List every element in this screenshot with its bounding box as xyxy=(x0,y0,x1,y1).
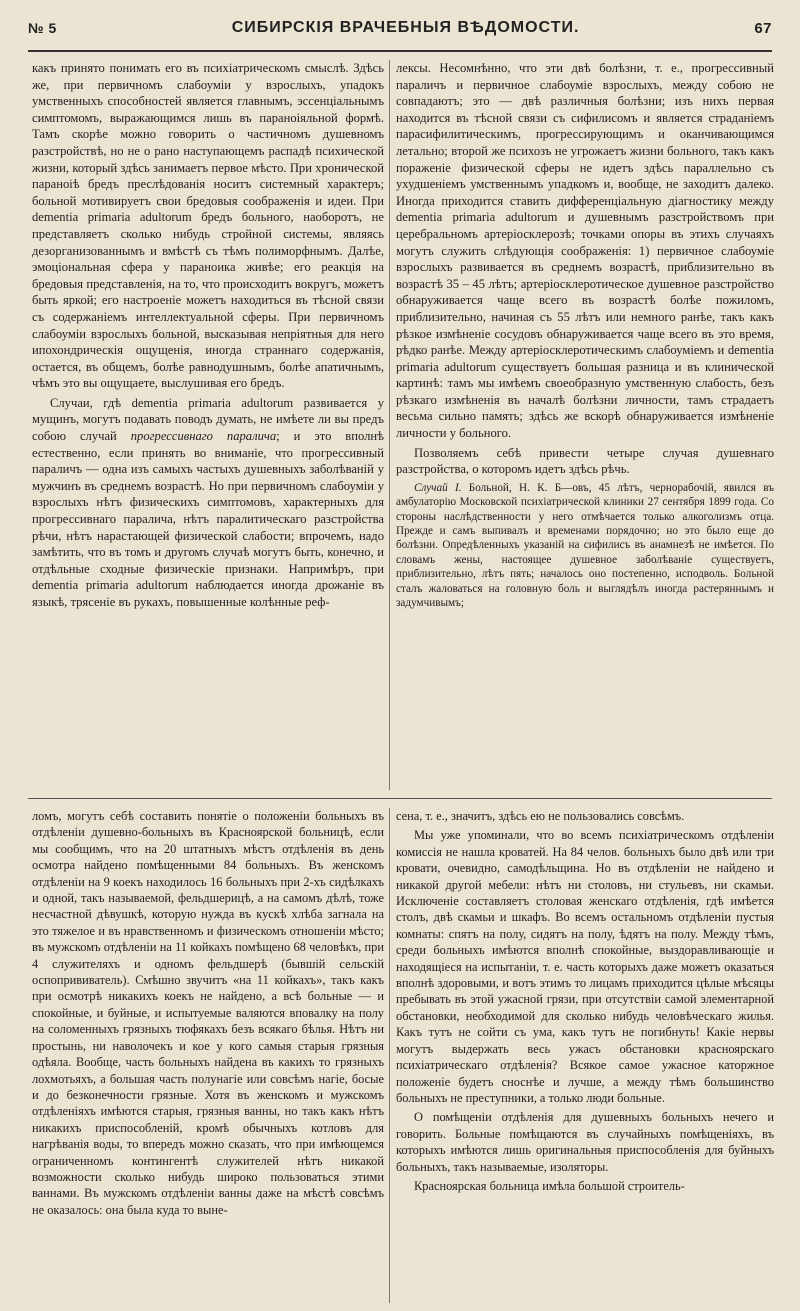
lower-left-column xyxy=(32,808,384,1303)
italic-term: прогрессивнаго паралича xyxy=(130,429,277,444)
paragraph: Мы уже упоминали, что во всемъ психіатрическомъ отдѣленіи комиссія не нашла кроватей. На 84 челов. больныхъ было двѣ или три кровати, очевидно, самодѣльщина. Но въ отдѣленіи не найдено и никакой другой мебели: нѣтъ ни столовъ, ни стульевъ, ни скамьи. Исключеніе составляетъ столовая женскаго отдѣленія, гдѣ имѣется столъ, двѣ скамьи и шкафъ. Во всемъ остальномъ отдѣленіи пустыя комнаты: спятъ на полу, сидятъ на полу, ѣдятъ на полу. Между тѣмъ, среди больныхъ имѣются вполнѣ спокойные, выздоравливающіе и находящіеся на испытаніи, т. е. часть которыхъ даже можетъ оказаться вполнѣ здоровыми, и вотъ этимъ то лицамъ приходится цѣлые мѣсяцы пребывать въ этой ужасной грязи, при отсутствіи самой элементарной обстановки, необходимой для сколько нибудь человѣческаго жилья. Какъ тутъ не сойти съ ума, какъ тутъ не погибнуть! Какіе нервы могутъ выдержать весь ужасъ обстановки красноярскаго психіатрическаго отдѣленія? Всякое самое ужасное каторжное положеніе будетъ сноснѣе и лучше, а между тѣмъ большинство больныхъ не преступники, а только люди больные. xyxy=(396,828,774,1105)
text-run: Больной, Н. К. Б—овъ, 45 лѣтъ, чернорабочій, явился въ амбулаторію Московской психіатрической клиники 27 сентября 1899 года. Со стороны наслѣдственности у него отмѣчается только алкоголизмъ отца. Прежде и самъ выпивалъ и временами порядочно; но это было еще до болѣзни. Опредѣленныхъ указаній на сифилисъ въ анамнезѣ не имѣется. По словамъ жены, настоящее душевное заболѣваніе существуетъ, приблизительно, лѣтъ пять; началось оно постепенно, исподволь. Больной сталъ жаловаться на головную боль и выглядѣлъ иногда растеряннымъ и задумчивымъ; xyxy=(396,481,774,610)
case-label: Случай I. xyxy=(414,481,462,494)
section-divider xyxy=(28,798,772,799)
paragraph xyxy=(32,395,384,611)
paragraph: ломъ, могутъ себѣ составить понятіе о положеніи больныхъ въ отдѣленіи душевно-больныхъ въ Красноярской больницѣ, если мы сообщимъ, что на 20 штатныхъ мѣстъ отдѣленія въ день осмотра найдено помѣщенными 84 больныхъ. Въ женскомъ отдѣленіи на 9 коекъ находилось 16 больныхъ при 2-хъ сидѣлкахъ и одной, такъ называемой, фельдшерицѣ, а на самомъ дѣлѣ, тоже несчастной дѣвушкѣ, которую нужда въ кускѣ хлѣба загнала на это тяжелое и въ нравственномъ и физическомъ отношеніи мѣсто; въ мужскомъ отдѣленіи на 11 койкахъ помѣщено 68 человѣкъ, при 4 служителяхъ и одномъ фельдшерѣ (бывшій сельскій оспопрививатель). Смѣшно звучитъ «на 11 койкахъ», такъ какъ при осмотрѣ никакихъ коекъ не найдено, а всѣ больные — и спокойные, и буйные, и испытуемые валяются вповалку на полу на соломенныхъ грязныхъ тюфякахъ безъ всякаго бѣлья. Нѣтъ ни простынь, ни наволочекъ и кое у кого самыя старыя грязныя одѣяла. Вообще, часть больныхъ найдена въ какихъ то грязныхъ лохмотьяхъ, а большая часть полунагіе или совсѣмъ нагіе, босые и до безконечности грязные. Хотя въ женскомъ и мужскомъ отдѣленіяхъ имѣются старыя, грязныя ванны, но такъ какъ нѣтъ никакихъ приспособленій, кромѣ обычныхъ котловъ для нагрѣванія воды, то впередъ можно сказать, что при имѣющемся ограниченномъ контингентѣ служителей нѣтъ никакой возможности сколько нибудь широко пользоваться этими ваннами. Въ мужскомъ отдѣленіи ванны даже на мѣстѣ совсѣмъ не оказалось: она была куда то выне- xyxy=(32,809,384,1217)
paragraph: какъ принято понимать его въ психіатрическомъ смыслѣ. Здѣсь же, при первичномъ слабоуміи у взрослыхъ, упадокъ умственныхъ способностей является главнымъ, эссенціальнымъ симптомомъ, выражающимся лишь въ параноіяльной формѣ. Тамъ скорѣе можно говорить о частичномъ душевномъ разстройствѣ, но не о рано наступающемъ распадѣ психической жизни, который здѣсь занимаетъ первое мѣсто. При хронической параноіѣ бредъ преслѣдованія носитъ системный характеръ; больной мотивируетъ свои бредовыя соображенія и идеи. При dementia primaria adultorum бредъ больного, наоборотъ, не представляетъ сколько нибудь стройной системы, являясь дезорганизованнымъ и вмѣстѣ съ тѣмъ полиморфнымъ. Далѣе, эмоціональная сфера у параноика живѣе; его реакція на бредовыя представленія, на то, что происходитъ вокругъ, можетъ быть яркой; его настроеніе можетъ находиться въ тѣсной связи съ содержаніемъ интеллектуальной сферы. При первичномъ слабоуміи взрослыхъ больной, высказывая непріятныя для него ипохондрическія ощущенія, иногда страннаго содержанія, остается, въ общемъ, болѣе равнодушнымъ, болѣе апатичнымъ, чѣмъ это вы ощущаете, выслушивая его бредъ. xyxy=(32,61,384,391)
upper-left-column xyxy=(32,60,384,790)
paragraph: О помѣщеніи отдѣленія для душевныхъ больныхъ нечего и говорить. Больные помѣщаются въ случайныхъ помѣщеніяхъ, въ которыхъ имѣются лишь оригинальныя приспособленія для буйныхъ больныхъ, такъ называемые, изоляторы. xyxy=(396,1110,774,1174)
header-rule xyxy=(28,50,772,52)
text-run: Случаи, гдѣ dementia primaria adultorum развивается у мущинъ, могутъ подавать поводъ думать, не имѣете ли вы предъ собою случай xyxy=(32,395,384,444)
paragraph: Красноярская больница имѣла большой строитель- xyxy=(414,1178,685,1193)
upper-right-column xyxy=(396,60,774,790)
column-divider xyxy=(389,60,390,790)
case-paragraph xyxy=(396,481,774,611)
page-number: 67 xyxy=(754,19,772,37)
paragraph: Позволяемъ себѣ привести четыре случая душевнаго разстройства, о которомъ идетъ здѣсь рѣчь. xyxy=(396,445,774,477)
journal-title: СИБИРСКІЯ ВРАЧЕБНЫЯ ВѢДОМОСТИ. xyxy=(231,19,580,36)
paragraph: сена, т. е., значитъ, здѣсь ею не пользовались совсѣмъ. xyxy=(396,809,685,823)
text-run: ; и это вполнѣ естественно, если принять во вниманіе, что прогрессивный параличъ — одна изъ самыхъ частыхъ душевныхъ заболѣваній у мужчинъ въ среднемъ возрастѣ. Но при первичномъ слабоуміи у взрослыхъ нѣтъ физическихъ симптомовъ, характерныхъ для прогрессивнаго паралича, нѣтъ паралитическаго разстройства рѣчи, нѣтъ нарастающей физической слабости; впрочемъ, надо замѣтить, что въ томъ и другомъ случаѣ могутъ быть, конечно, и отдѣльные сходные физическіе признаки. Напримѣръ, при dementia primaria adultorum наблюдается иногда дрожаніе въ языкѣ, трясеніе въ рукахъ, повышенные колѣнные реф- xyxy=(32,429,384,609)
page-header xyxy=(28,8,772,48)
column-divider xyxy=(389,808,390,1303)
lower-right-column xyxy=(396,808,774,1303)
issue-number: № 5 xyxy=(28,20,57,36)
paragraph: лексы. Несомнѣнно, что эти двѣ болѣзни, т. е., прогрессивный параличъ и первичное слабоуміе взрослыхъ, между собою не совпадаютъ; это — двѣ различныя болѣзни; изъ нихъ первая находится въ тѣсной связи съ сифилисомъ и является страданіемъ парасифилитическимъ, прогрессирующимъ и оканчивающимся летально; второй же психозъ не угрожаетъ жизни больного, такъ какъ пораженіе физической сферы не идетъ здѣсь параллельно съ ухудшеніемъ умственнымъ упадкомъ и, вообще, не заходитъ далеко. Иногда приходится ставить дифференціальную діагностику между dementia primaria adultorum и душевнымъ разстройствомъ при церебральномъ артеріосклерозѣ; точками опоры въ этихъ случаяхъ могутъ служить слѣдующія соображенія: 1) первичное слабоуміе взрослыхъ развивается въ среднемъ возрастѣ, приблизительно въ возрастѣ 35 – 45 лѣтъ; артеріосклеротическое душевное разстройство обнаруживается чаще всего въ возрастѣ болѣе пожиломъ, приблизительно, начиная съ 55 лѣтъ или немного ранѣе, такъ какъ рѣзкое измѣненіе сосудовъ обнаруживается чаще всего въ это время, рѣдко ранѣе. Между артеріосклеротическимъ слабоуміемъ и dementia primaria adultorum существуетъ большая разница и въ клинической картинѣ: тамъ мы имѣемъ своеобразную умственную слабость, безъ рѣзкаго измѣненія въ началѣ болѣзни личности, тамъ страдаетъ весьма сильно память; здѣсь же вскорѣ обнаруживается измѣненіе личности у больного. xyxy=(396,61,774,441)
